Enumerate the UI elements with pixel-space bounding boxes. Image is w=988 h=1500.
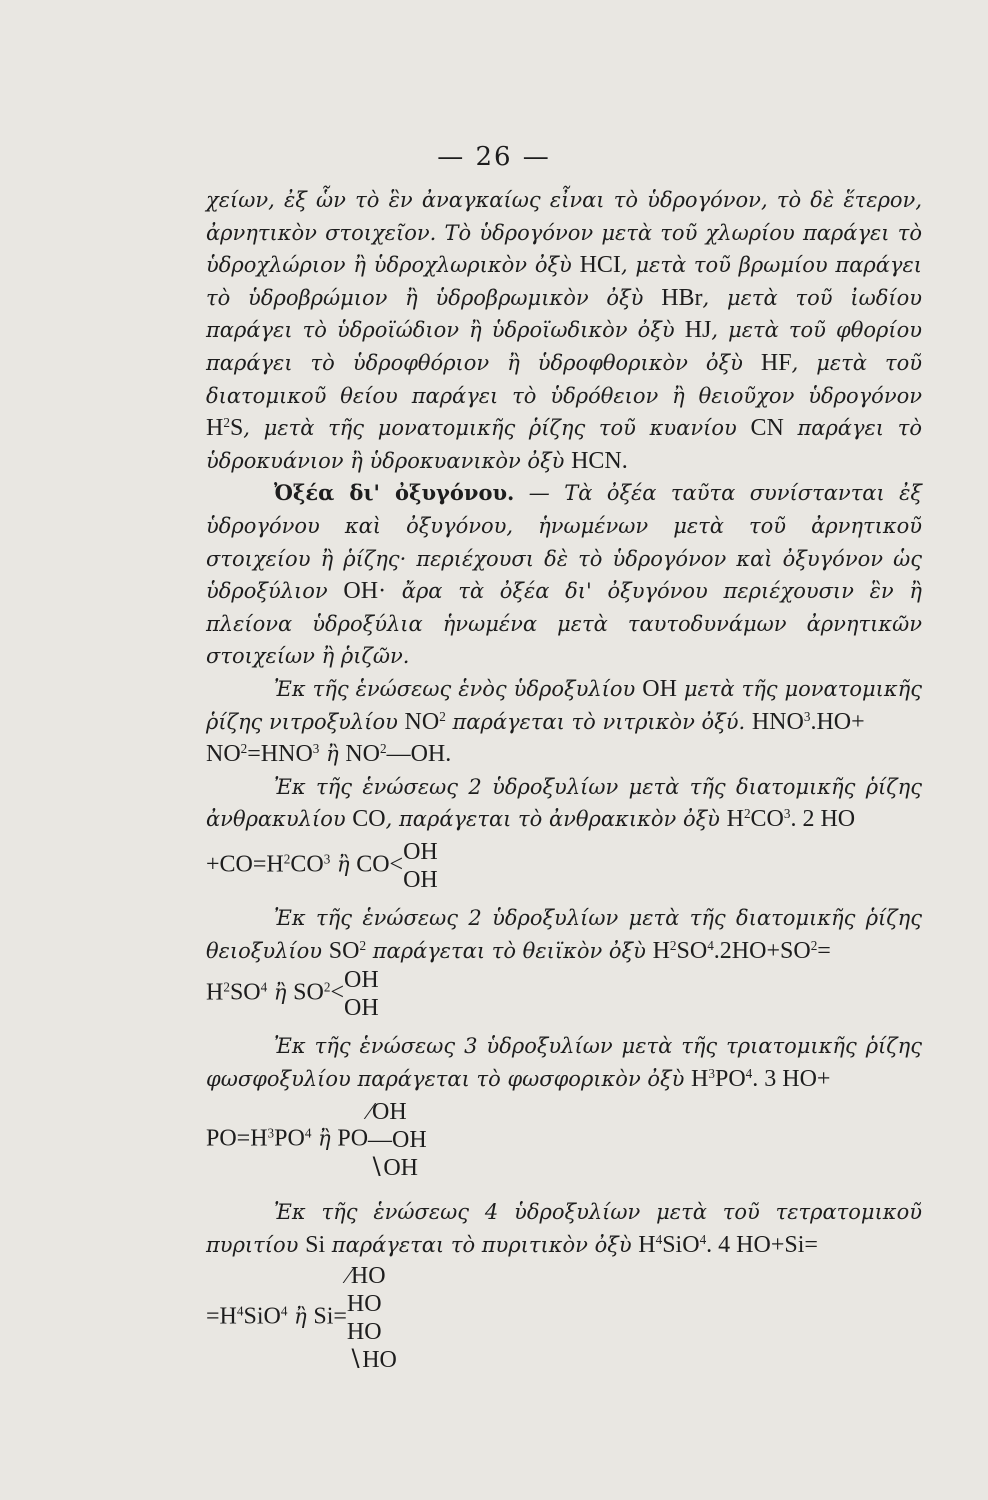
- formula-no2: [405, 709, 446, 735]
- text-run: , μετὰ τῆς μονατομικῆς ῥίζης τοῦ κυανίου: [243, 416, 751, 441]
- page-number: — 26 —: [437, 142, 551, 172]
- formula-h2so4: [653, 938, 831, 964]
- text-run: χείων, ἐξ ὧν τὸ ἓν ἀναγκαίως εἶναι τὸ ὑδρογόνον, τὸ δὲ ἕτερον, ἀρνητικὸν στοιχεῖον. Τὸ ὑδρογόνον μετὰ τοῦ χλωρίου παράγει τὸ ὑδροχλώριον ἢ ὑδροχλωρικὸν ὀξὺ: [206, 188, 922, 278]
- formula-part: CO: [290, 851, 324, 878]
- formula-part: PO=H: [206, 1125, 268, 1152]
- formula-part: SO: [328, 937, 360, 964]
- formula-part: =HNO: [247, 741, 313, 768]
- paragraph-oxyacids: [206, 477, 922, 673]
- formula-part: H: [726, 806, 744, 833]
- subscript: 3: [803, 708, 811, 724]
- text-run: Ἐκ τῆς ἑνώσεως 2 ὑδροξυλίων μετὰ τῆς διατομικῆς ῥίζης θειοξυλίου: [206, 906, 922, 963]
- formula-cn: CN: [750, 415, 784, 442]
- text-run: Ἐκ τῆς ἑνώσεως ἑνὸς ὑδροξυλίου: [274, 676, 643, 701]
- formula-part: NO: [345, 741, 380, 768]
- subscript: 4: [236, 1303, 244, 1319]
- subscript: 2: [669, 937, 677, 953]
- formula-part: ⁄HO: [346, 1263, 386, 1289]
- formula-part: . 2 HO: [790, 806, 856, 833]
- formula-part: PO: [714, 1065, 746, 1092]
- subscript: 3: [783, 806, 791, 822]
- formula-silicic-structure: [206, 1262, 922, 1374]
- formula-hf: HF: [760, 349, 792, 376]
- formula-part: NO: [206, 741, 241, 768]
- formula-part: H: [652, 937, 670, 964]
- paragraph-nitric: [206, 673, 922, 771]
- formula-part: H: [691, 1065, 709, 1092]
- text-run: , μετὰ τοῦ ἰωδίου παράγει τὸ ὑδροϊώδιον ἢ ὑδροϊωδικὸν ὀξὺ: [206, 285, 922, 343]
- formula-part: SiO: [662, 1231, 700, 1258]
- formula-part: . 4 HO+Si=: [706, 1231, 818, 1258]
- formula-part: . 3 HO+: [752, 1065, 831, 1092]
- formula-co: CO: [352, 806, 386, 833]
- subscript: 4: [260, 979, 268, 995]
- hydroxyl-stack: [347, 1262, 397, 1374]
- hydroxyl-stack: [344, 966, 379, 1022]
- subscript: 2: [240, 741, 248, 757]
- formula-part: SO: [676, 937, 708, 964]
- subscript: 3: [312, 741, 320, 757]
- formula-hj: HJ: [684, 317, 712, 344]
- formula-part: ἢ: [311, 1126, 338, 1151]
- formula-part: +CO=H: [206, 851, 284, 878]
- subscript: 4: [699, 1231, 707, 1247]
- formula-part: SO: [293, 979, 324, 1006]
- subscript: 2: [380, 741, 387, 757]
- subscript: 4: [745, 1065, 753, 1081]
- formula-part: ἢ: [330, 852, 357, 877]
- paragraph-hydracids: [206, 184, 922, 477]
- subscript: 3: [323, 851, 331, 867]
- formula-part: OH: [403, 867, 438, 893]
- formula-part: Si=: [313, 1303, 347, 1330]
- formula-part: HO: [346, 1291, 382, 1317]
- formula-so2: [329, 938, 366, 964]
- formula-part: ἢ: [267, 980, 294, 1005]
- subscript: 4: [304, 1125, 312, 1141]
- formula-oh: OH: [642, 675, 677, 702]
- formula-part: NO: [404, 708, 440, 735]
- formula-part: PO: [274, 1125, 305, 1152]
- text-run: ἄρα τὰ ὀξέα δι' ὀξυγόνου περιέχουσιν ἓν ἢ πλείονα ὑδροξύλια ἡνωμένα μετὰ ταυτοδυνάμων ἀρνητικῶν στοιχείων ἢ ῥιζῶν.: [206, 579, 922, 669]
- body-text: [206, 184, 922, 836]
- formula-part: HO: [346, 1319, 382, 1345]
- formula-part: SiO: [243, 1303, 281, 1330]
- formula-part: =: [817, 937, 831, 964]
- formula-part: H: [206, 979, 224, 1006]
- hydroxyl-stack: [368, 1098, 427, 1182]
- section-heading: Ὀξέα δι' ὀξυγόνου.: [274, 480, 515, 506]
- formula-part: ἢ: [319, 742, 346, 767]
- text-run: , μετὰ τοῦ φθορίου παράγει τὸ ὑδροφθόριον ἢ ὑδροφθορικὸν ὀξὺ: [206, 318, 922, 375]
- text-run: , μετὰ τοῦ διατομικοῦ θείου παράγει τὸ ὑδρόθειον ἢ θειοῦχον ὑδρογόνον: [206, 350, 922, 408]
- body-text-3: [206, 1030, 922, 1095]
- formula-part: CO: [750, 806, 784, 833]
- formula-hbr: HBr: [661, 284, 703, 311]
- text-run: , παράγεται τὸ ἀνθρακικὸν ὀξὺ: [385, 807, 727, 832]
- formula-part: =H: [206, 1303, 237, 1330]
- formula-part: <: [330, 979, 344, 1006]
- text-run: , μετὰ τοῦ βρωμίου παράγει τὸ ὑδροβρώμιον ἢ ὑδροβρωμικὸν ὀξὺ: [206, 253, 922, 310]
- formula-oh: OH·: [343, 578, 387, 605]
- paragraph-phosphoric: [206, 1030, 922, 1095]
- formula-si: Si: [305, 1231, 326, 1258]
- subscript: 2: [810, 937, 818, 953]
- formula-h4sio4: [638, 1232, 818, 1258]
- formula-hcl: HCI: [579, 252, 621, 279]
- text-run: παράγεται τὸ θειϊκὸν ὀξὺ: [366, 938, 653, 963]
- text-run: Ἐκ τῆς ἑνώσεως 3 ὑδροξυλίων μετὰ τῆς τριατομικῆς ῥίζης φωσφοξυλίου παράγεται τὸ φωσφορικὸν ὀξὺ: [206, 1034, 922, 1091]
- formula-part: .2HO+SO: [713, 937, 811, 964]
- paragraph-sulfuric: [206, 902, 922, 967]
- subscript: 3: [267, 1125, 275, 1141]
- formula-part: .HO+: [810, 708, 865, 735]
- formula-part: —OH.: [386, 741, 452, 768]
- subscript: 2: [283, 851, 291, 867]
- formula-nitric-equation: [206, 741, 451, 767]
- subscript: 4: [655, 1231, 663, 1247]
- text-run: — Τὰ ὀξέα ταῦτα συνίστανται ἐξ ὑδρογόνου καὶ ὀξυγόνου, ἡνωμένων μετὰ τοῦ ἀρνητικοῦ στοιχείου ἢ ῥίζης· περιέχουσι δὲ τὸ ὑδρογόνον καὶ ὀξυγόνον ὡς ὑδροξύλιον: [206, 481, 922, 604]
- formula-part: ∖HO: [346, 1347, 397, 1373]
- subscript: 2: [223, 979, 230, 995]
- formula-part: PO: [337, 1125, 369, 1152]
- subscript: 2: [223, 415, 230, 431]
- paragraph-carbonic: [206, 771, 922, 836]
- formula-part: OH: [343, 967, 379, 993]
- text-run: Ἐκ τῆς ἑνώσεως 2 ὑδροξυλίων μετὰ τῆς διατομικῆς ῥίζης ἀνθρακυλίου: [206, 774, 922, 832]
- formula-part: OH: [343, 995, 379, 1021]
- subscript: 2: [323, 979, 331, 995]
- text-run: παράγεται τὸ πυριτικὸν ὀξὺ: [325, 1232, 639, 1257]
- formula-part: H: [638, 1231, 656, 1258]
- formula-hno3: [752, 709, 865, 735]
- text-run: μετὰ τῆς μονατομικῆς ῥίζης νιτροξυλίου: [206, 676, 922, 734]
- formula-part: ἢ: [287, 1304, 314, 1329]
- formula-phosphoric-structure: [206, 1098, 922, 1182]
- formula-part: H: [206, 415, 224, 442]
- formula-part: S: [229, 415, 244, 442]
- body-text-4: [206, 1196, 922, 1261]
- text-run: παράγει τὸ ὑδροκυάνιον ἢ ὑδροκυανικὸν ὀξὺ: [206, 416, 922, 473]
- body-text-2: [206, 902, 922, 967]
- formula-part: OH: [403, 839, 438, 865]
- formula-part: HNO: [751, 708, 804, 735]
- formula-h3po4: [691, 1066, 830, 1092]
- text-run: παράγεται τὸ νιτρικὸν ὀξύ.: [445, 709, 752, 734]
- formula-part: ⁄OH: [368, 1099, 407, 1125]
- subscript: 4: [280, 1303, 288, 1319]
- formula-part: CO<: [356, 851, 404, 878]
- formula-part: —OH: [368, 1127, 427, 1153]
- formula-h2s: [206, 415, 243, 441]
- subscript: 2: [439, 708, 446, 724]
- subscript: 3: [708, 1065, 715, 1081]
- formula-part: SO: [229, 979, 261, 1006]
- text-run: Ἐκ τῆς ἑνώσεως 4 ὑδροξυλίων μετὰ τοῦ τετρατομικοῦ πυριτίου: [206, 1200, 922, 1257]
- subscript: 2: [359, 937, 367, 953]
- formula-carbonic-structure: [206, 838, 922, 894]
- hydroxyl-stack: [403, 838, 438, 894]
- formula-h2co3: [727, 806, 856, 832]
- formula-hcn: HCN.: [571, 447, 628, 474]
- subscript: 4: [707, 937, 714, 953]
- formula-sulfuric-structure: [206, 966, 922, 1022]
- subscript: 2: [743, 806, 751, 822]
- formula-part: ∖OH: [368, 1155, 418, 1181]
- paragraph-silicic: [206, 1196, 922, 1261]
